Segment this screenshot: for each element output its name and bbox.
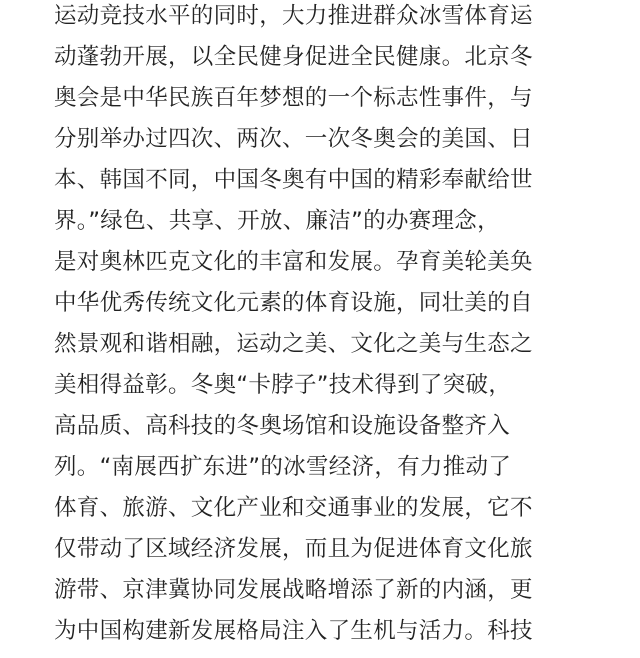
article-line-2: 动蓬勃开展，以全民健身促进全民健康。北京冬 — [54, 44, 533, 70]
article-line-15: 游带、京津冀协同发展战略增添了新的内涵，更 — [54, 577, 533, 603]
article-line-16: 为中国构建新发展格局注入了生机与活力。科技 — [54, 618, 533, 644]
article-line-5: 本、韩国不同，中国冬奥有中国的精彩奉献给世 — [54, 167, 533, 193]
article-line-3: 奥会是中华民族百年梦想的一个标志性事件，与 — [54, 85, 533, 111]
article-line-8: 中华优秀传统文化元素的体育设施，同壮美的自 — [54, 290, 533, 316]
article-line-11: 高品质、高科技的冬奥场馆和设施设备整齐入 — [54, 413, 511, 439]
article-line-4: 分别举办过四次、两次、一次冬奥会的美国、日 — [54, 126, 533, 152]
article-line-10: 美相得益彰。冬奥“卡脖子”技术得到了突破， — [54, 372, 512, 398]
article-line-13: 体育、旅游、文化产业和交通事业的发展，它不 — [54, 495, 533, 521]
article-line-12: 列。“南展西扩东进”的冰雪经济，有力推动了 — [54, 454, 512, 480]
article-body — [54, 0, 614, 652]
article-line-9: 然景观和谐相融，运动之美、文化之美与生态之 — [54, 331, 533, 357]
article-line-1: 运动竞技水平的同时，大力推进群众冰雪体育运 — [54, 3, 533, 29]
article-line-14: 仅带动了区域经济发展，而且为促进体育文化旅 — [54, 536, 533, 562]
article-line-6: 界。”绿色、共享、开放、廉洁”的办赛理念， — [54, 208, 500, 234]
article-line-7: 是对奥林匹克文化的丰富和发展。孕育美轮美奂 — [54, 249, 533, 275]
